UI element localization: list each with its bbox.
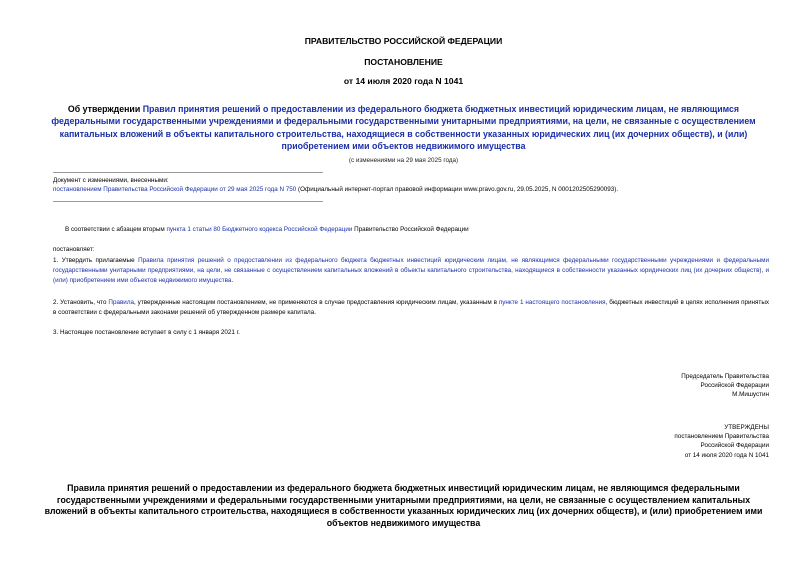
- item-2-rules-link[interactable]: Правила: [108, 299, 134, 306]
- document-title: [48, 103, 759, 152]
- signature-position: Председатель Правительства: [681, 373, 769, 380]
- item-2-before: 2. Установить, что: [53, 299, 109, 306]
- item-1-rules-link[interactable]: Правила принятия решений о предоставлении из федерального бюджета бюджетных инвестиций юридическим лицам, не являющимся федеральными государственными учреждениями и федеральными государственными унитарными предприятиями, на цели, не связанные с осуществлением капитальных вложений в объекты капитального строительства, находящиеся в собственности указанных юридических лиц (их дочерних обществ), и (или) приобретением ими объектов недвижимого имущества: [53, 257, 770, 285]
- budget-code-link[interactable]: пункта 1 статьи 80 Бюджетного кодекса Российской Федерации: [166, 226, 353, 233]
- document-date-number: от 14 июля 2020 года N 1041: [343, 76, 464, 86]
- amendment-decree-link[interactable]: постановлением Правительства Российской Федерации от 29 мая 2025 года N 750: [53, 186, 297, 193]
- government-heading: ПРАВИТЕЛЬСТВО РОССИЙСКОЙ ФЕДЕРАЦИИ: [304, 36, 503, 46]
- approval-stamp: УТВЕРЖДЕНЫ: [724, 424, 769, 431]
- signature-country: Российской Федерации: [700, 382, 769, 390]
- approval-block: [569, 423, 769, 460]
- divider-top: [53, 172, 323, 173]
- title-prefix: Об утверждении: [67, 104, 143, 114]
- preamble: [53, 225, 769, 235]
- item-2-after: , бюджетных инвестиций в целях исполнения принятых в соответствии с федеральными законами решений об утвержденном размере капитала.: [53, 299, 769, 317]
- approval-country: Российской Федерации: [700, 442, 769, 450]
- document-type: ПОСТАНОВЛЕНИЕ: [364, 57, 443, 67]
- amendment-source: (Официальный интернет-портал правовой информации www.pravo.gov.ru, 29.05.2025, N 0001202505290093).: [296, 186, 619, 193]
- approval-date: от 14 июля 2020 года N 1041: [684, 451, 769, 459]
- preamble-before: В соответствии с абзацем вторым: [65, 226, 167, 233]
- item-1: [53, 256, 769, 287]
- amended-note: (с изменениями на 29 мая 2025 года): [348, 157, 459, 164]
- amendments-line: [53, 186, 773, 193]
- item-2-middle: , утвержденные настоящим постановлением, не применяются в случае предоставления юридическим лицам, указанным в: [134, 299, 499, 306]
- divider-bottom: [53, 201, 323, 202]
- item-1-after: .: [231, 277, 234, 285]
- approval-authority: постановлением Правительства: [674, 433, 769, 441]
- item-1-before: 1. Утвердить прилагаемые: [53, 257, 139, 264]
- item-2: [53, 298, 769, 318]
- preamble-after: Правительство Российской Федерации: [352, 226, 469, 233]
- rules-title: Правила принятия решений о предоставлении из федерального бюджета бюджетных инвестиций юридическим лицам, не являющимся федеральными государственными учреждениями и федеральными государственными унитарными предприятиями, на цели, не связанные с осуществлением капитальных вложений в объекты капитального строительства, находящиеся в собственности указанных юридических лиц (их дочерних обществ), и (или) приобретением ими объектов недвижимого имущества: [44, 483, 763, 529]
- item-2-point-link[interactable]: пункте 1 настоящего постановления: [498, 299, 606, 306]
- signature-block: [569, 372, 769, 400]
- signature-name: М.Мишустин: [732, 391, 769, 399]
- decides-label: постановляет:: [53, 246, 95, 253]
- item-3: 3. Настоящее постановление вступает в силу с 1 января 2021 г.: [53, 329, 240, 336]
- title-rules-link[interactable]: Правил принятия решений о предоставлении из федерального бюджета бюджетных инвестиций юридическим лицам, не являющимся федеральными государственными учреждениями и федеральными государственными унитарными предприятиями, на цели, не связанные с осуществлением капитальных вложений в объекты капитального строительства, находящиеся в собственности указанных юридических лиц (их дочерних обществ), и (или) приобретением ими объектов недвижимого имущества: [51, 104, 756, 151]
- amendments-label: Документ с изменениями, внесенными:: [53, 177, 169, 184]
